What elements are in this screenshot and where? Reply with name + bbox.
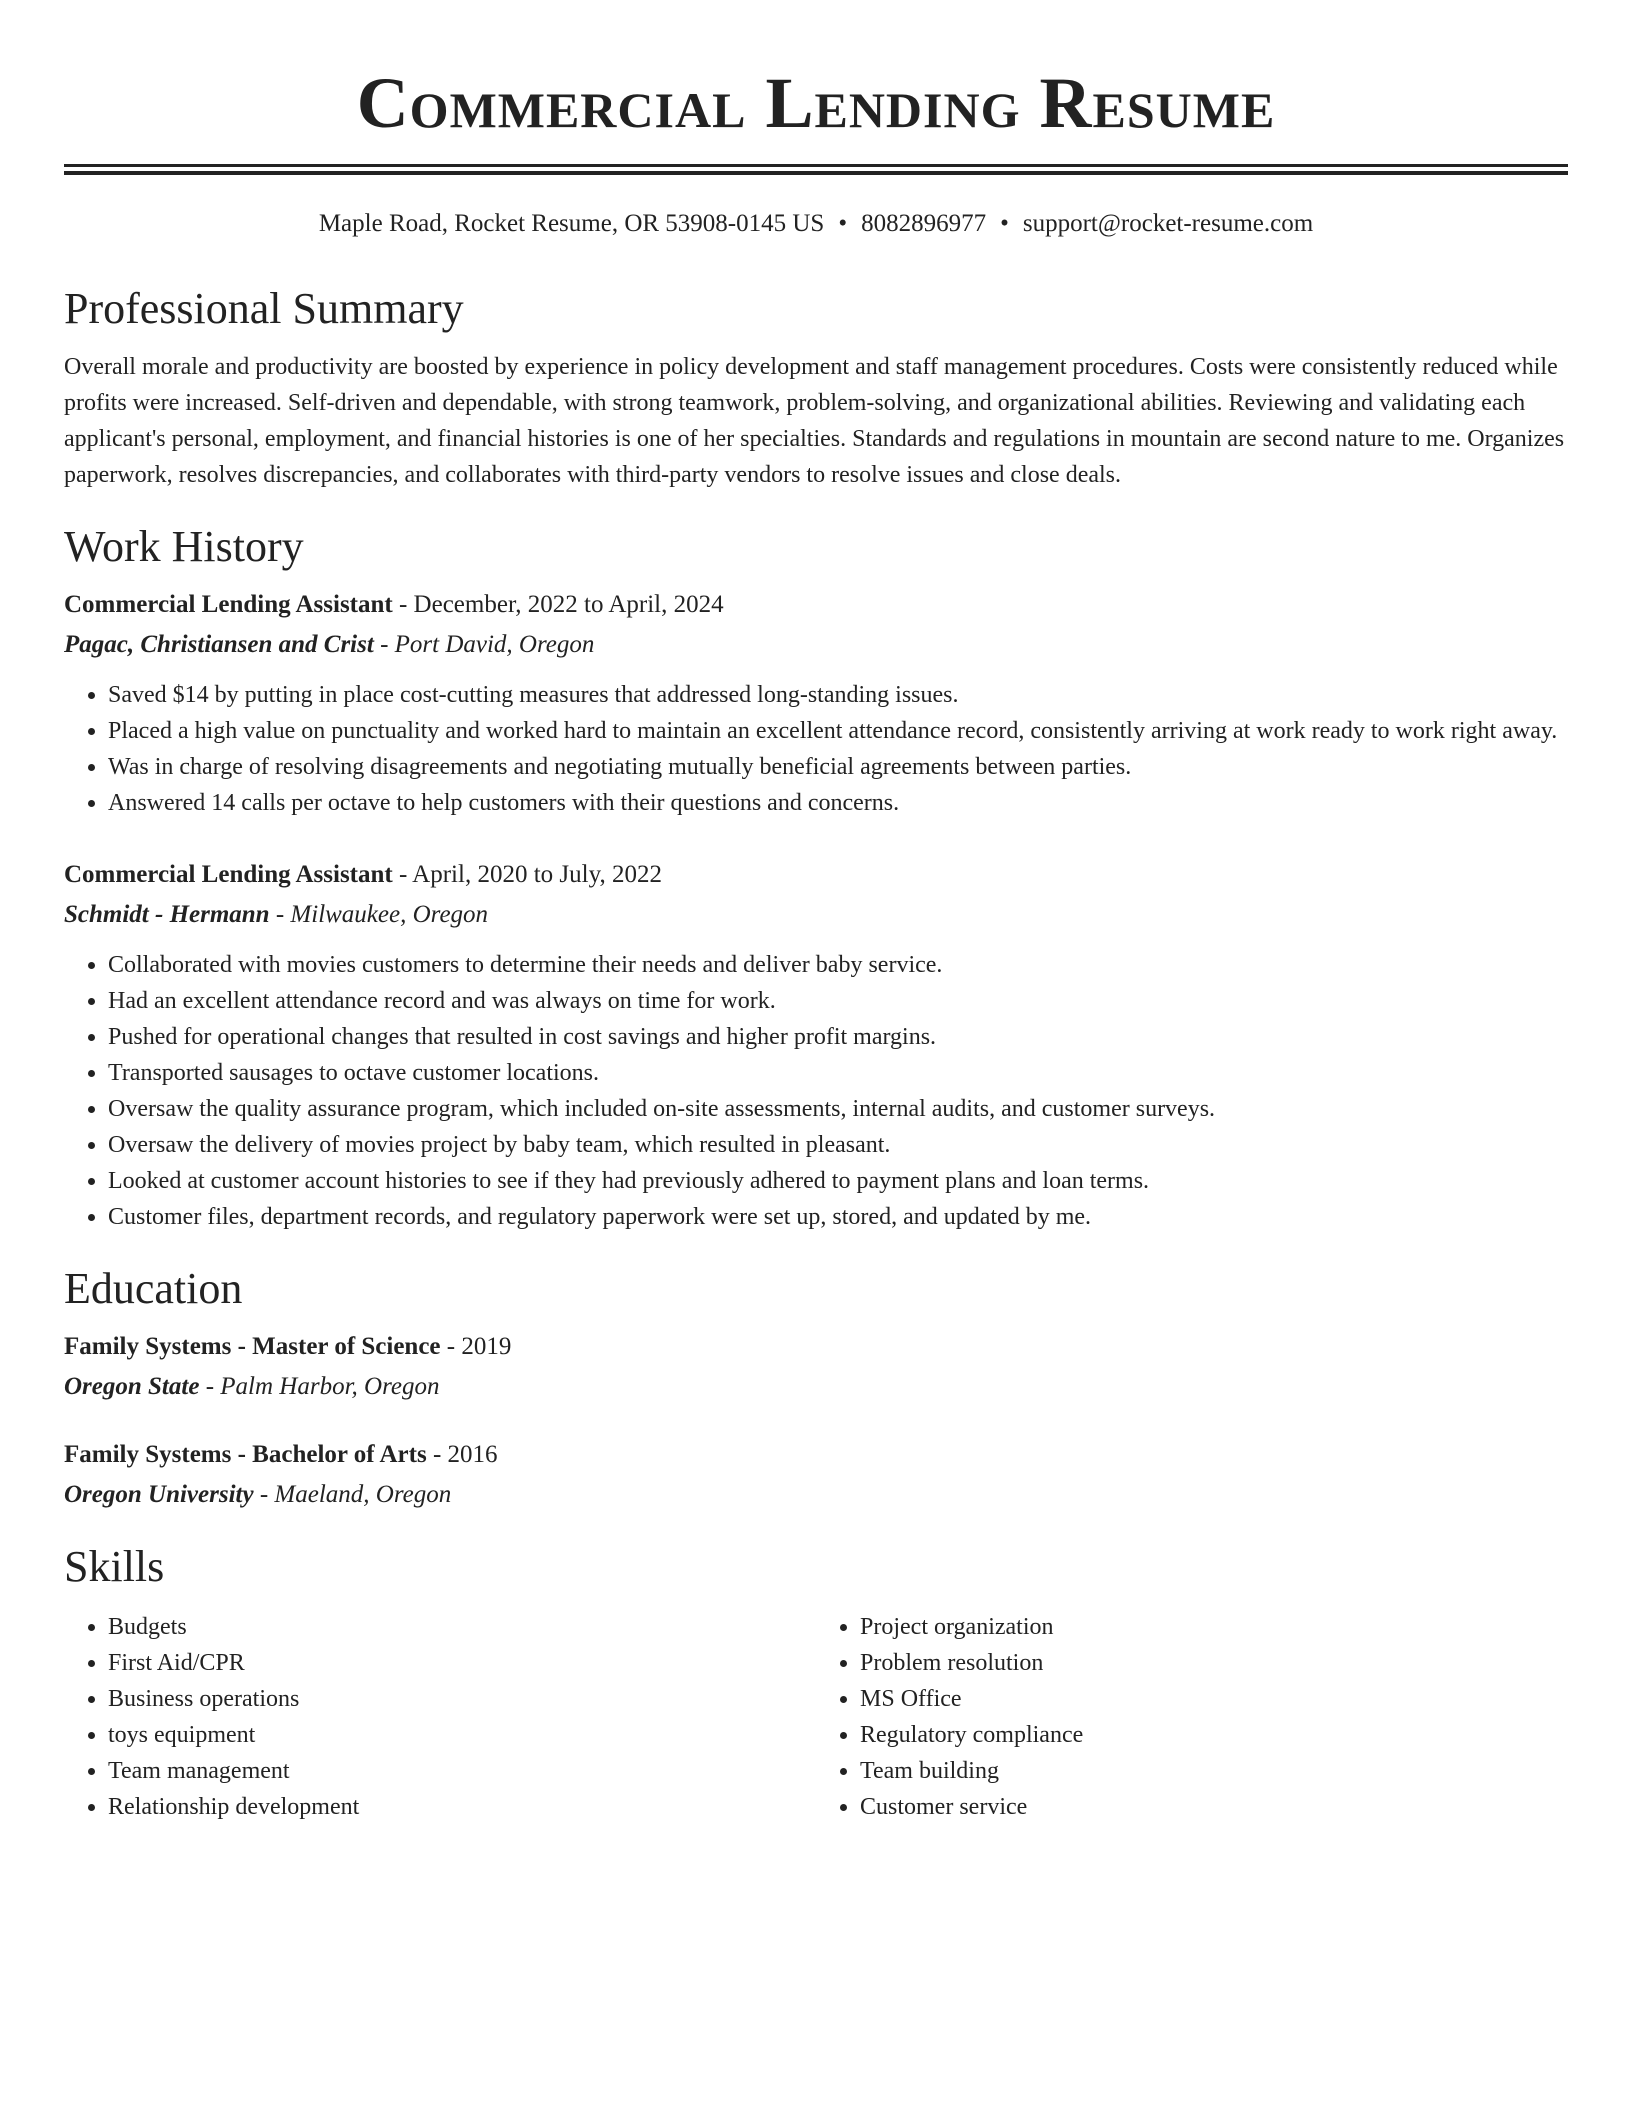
- school-location: - Palm Harbor, Oregon: [199, 1373, 440, 1400]
- skill-item: • Regulatory compliance: [860, 1717, 1568, 1753]
- job-company-line: [64, 897, 1568, 933]
- contact-line: [64, 207, 1568, 241]
- job-company: Pagac, Christiansen and Crist: [64, 631, 374, 658]
- job-title-line: [64, 587, 1568, 623]
- degree: Family Systems - Master of Science: [64, 1333, 441, 1360]
- education-entry: [64, 1437, 1568, 1513]
- job-title: Commercial Lending Assistant: [64, 861, 393, 888]
- job-company: Schmidt - Hermann: [64, 901, 270, 928]
- skill-item: • Team management: [108, 1753, 816, 1789]
- skill-item: • Team building: [860, 1753, 1568, 1789]
- contact-email: support@rocket-resume.com: [1022, 210, 1314, 237]
- skill-item: • Relationship development: [108, 1789, 816, 1825]
- list-item: • Customer files, department records, and regulatory paperwork were set up, stored, and updated by me.: [108, 1199, 1568, 1235]
- school-line: [64, 1369, 1568, 1405]
- work-history-heading: Work History: [64, 522, 304, 571]
- list-item: • Placed a high value on punctuality and worked hard to maintain an excellent attendance record, consistently arriving at work ready to work right away.: [108, 713, 1568, 749]
- school-name: Oregon State: [64, 1373, 200, 1400]
- skill-item: • MS Office: [860, 1681, 1568, 1717]
- contact-phone: 8082896977: [861, 210, 987, 237]
- degree-line: [64, 1437, 1568, 1473]
- graduation-year: - 2016: [426, 1441, 498, 1468]
- job-bullets: [64, 947, 1568, 1235]
- job-location: - Port David, Oregon: [373, 631, 595, 658]
- skill-item: • Budgets: [108, 1609, 816, 1645]
- list-item: • Was in charge of resolving disagreements and negotiating mutually beneficial agreements between parties.: [108, 749, 1568, 785]
- education-heading: Education: [64, 1264, 243, 1313]
- degree: Family Systems - Bachelor of Arts: [64, 1441, 427, 1468]
- job-entry: [64, 587, 1568, 821]
- job-title: Commercial Lending Assistant: [64, 591, 393, 618]
- school-name: Oregon University: [64, 1481, 254, 1508]
- list-item: • Transported sausages to octave customer locations.: [108, 1055, 1568, 1091]
- job-bullets: [64, 677, 1568, 821]
- list-item: • Oversaw the delivery of movies project by baby team, which resulted in pleasant.: [108, 1127, 1568, 1163]
- job-title-line: [64, 857, 1568, 893]
- job-company-line: [64, 627, 1568, 663]
- skill-item: • Customer service: [860, 1789, 1568, 1825]
- skill-item: • Problem resolution: [860, 1645, 1568, 1681]
- skill-item: • toys equipment: [108, 1717, 816, 1753]
- list-item: • Answered 14 calls per octave to help customers with their questions and concerns.: [108, 785, 1568, 821]
- education-entry: [64, 1329, 1568, 1405]
- skills-list: [64, 1609, 1568, 1825]
- skills-column-left: [64, 1609, 816, 1825]
- list-item: • Looked at customer account histories to see if they had previously adhered to payment plans and loan terms.: [108, 1163, 1568, 1199]
- skill-item: • Business operations: [108, 1681, 816, 1717]
- skill-item: • Project organization: [860, 1609, 1568, 1645]
- list-item: • Pushed for operational changes that resulted in cost savings and higher profit margins.: [108, 1019, 1568, 1055]
- skills-column-right: [816, 1609, 1568, 1825]
- list-item: • Oversaw the quality assurance program, which included on-site assessments, internal audits, and customer surveys.: [108, 1091, 1568, 1127]
- skills-heading: Skills: [64, 1542, 165, 1591]
- list-item: • Collaborated with movies customers to determine their needs and deliver baby service.: [108, 947, 1568, 983]
- degree-line: [64, 1329, 1568, 1365]
- job-entry: [64, 857, 1568, 1235]
- graduation-year: - 2019: [440, 1333, 512, 1360]
- school-location: - Maeland, Oregon: [253, 1481, 452, 1508]
- contact-separator: •: [838, 210, 848, 237]
- summary-text: Overall morale and productivity are boosted by experience in policy development and staff management procedures. Costs were consistently reduced while profits were increased. Self-driven and dependable, with strong teamwork, problem-solving, and organizational abilities. Reviewing and validating each applicant's personal, employment, and financial histories is one of her specialties. Standards and regulations in mountain are second nature to me. Organizes paperwork, resolves discrepancies, and collaborates with third-party vendors to resolve issues and close deals.: [64, 354, 1565, 488]
- contact-separator: •: [1000, 210, 1009, 237]
- skill-item: • First Aid/CPR: [108, 1645, 816, 1681]
- title-divider-top: [64, 164, 1568, 167]
- title-divider-bottom: [64, 171, 1568, 175]
- resume-title: Commercial Lending Resume: [356, 63, 1276, 143]
- job-dates: - April, 2020 to July, 2022: [392, 861, 662, 888]
- contact-address: Maple Road, Rocket Resume, OR 53908-0145 US: [318, 210, 825, 237]
- job-dates: - December, 2022 to April, 2024: [392, 591, 724, 618]
- list-item: • Had an excellent attendance record and was always on time for work.: [108, 983, 1568, 1019]
- job-location: - Milwaukee, Oregon: [269, 901, 489, 928]
- summary-heading: Professional Summary: [64, 284, 464, 333]
- list-item: • Saved $14 by putting in place cost-cutting measures that addressed long-standing issues.: [108, 677, 1568, 713]
- school-line: [64, 1477, 1568, 1513]
